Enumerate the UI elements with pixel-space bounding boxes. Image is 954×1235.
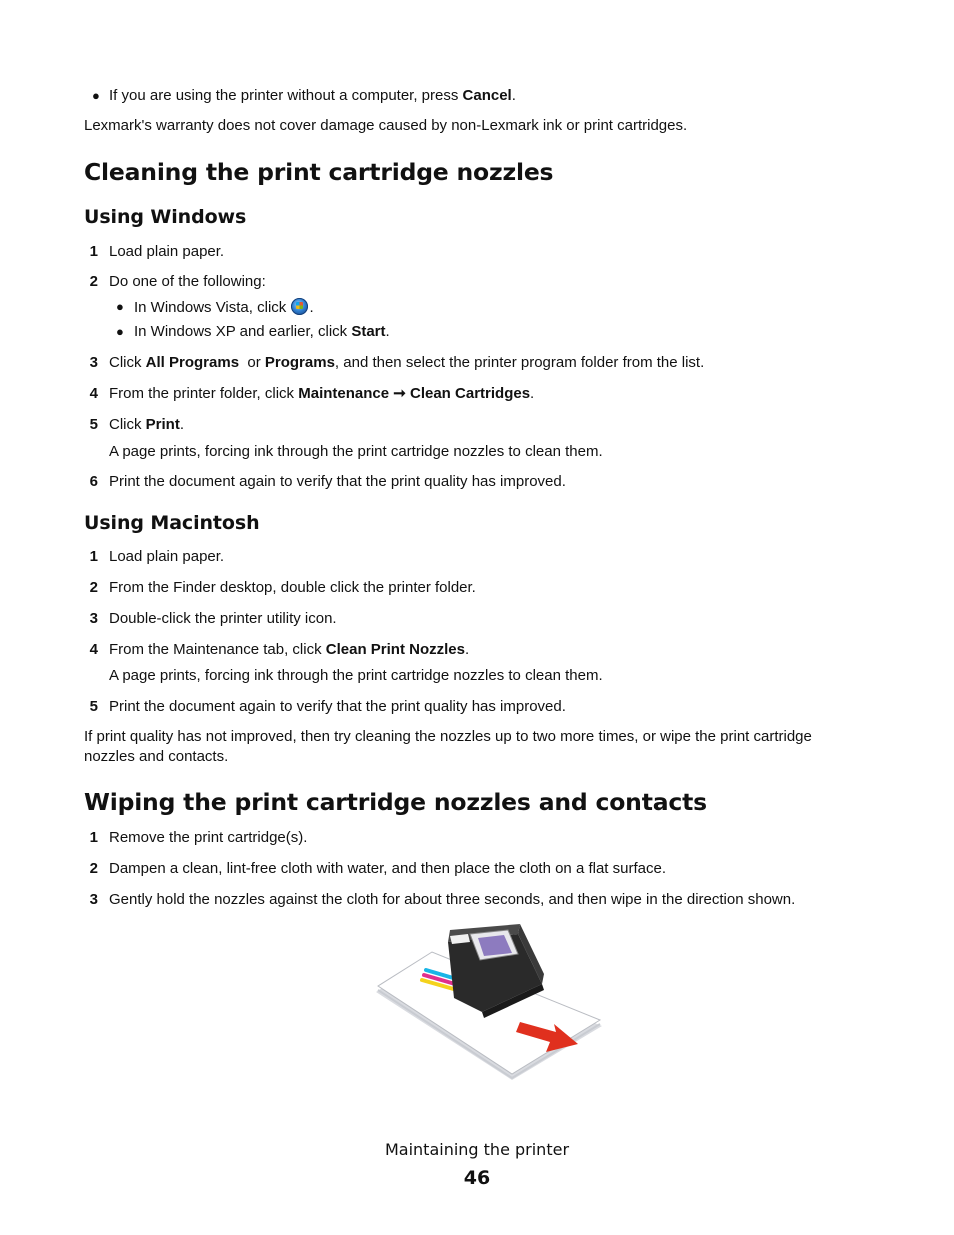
step-number: 3: [89, 891, 98, 908]
bullet-dot: ●: [92, 88, 100, 103]
step-number: 1: [89, 829, 98, 846]
step-number: 6: [89, 473, 98, 490]
step-number: 1: [89, 548, 98, 565]
step-number: 3: [89, 610, 98, 627]
subsection-title-mac: Using Macintosh: [84, 512, 260, 534]
bullet-dot: ●: [116, 324, 124, 339]
footer-section-name: Maintaining the printer: [384, 1140, 570, 1159]
win-step-4: From the printer folder, click Maintenance ➞ Clean Cartridges.: [109, 385, 535, 402]
win-step-2-vista: In Windows Vista, click .: [134, 299, 314, 316]
win-step-2: Do one of the following:: [109, 273, 266, 290]
subsection-title-windows: Using Windows: [84, 206, 247, 228]
step-number: 2: [89, 273, 98, 290]
windows-start-orb-icon: [291, 298, 308, 315]
step-number: 5: [89, 416, 98, 433]
arrow-right-icon: ➞: [389, 385, 410, 402]
section-title-cleaning: Cleaning the print cartridge nozzles: [84, 158, 554, 186]
step-number: 4: [89, 641, 98, 658]
wipe-step-2: Dampen a clean, lint-free cloth with water, and then place the cloth on a flat surface.: [109, 860, 666, 877]
win-step-3: Click All Programs or Programs, and then select the printer program folder from the list.: [109, 354, 705, 371]
bullet-dot: ●: [116, 299, 124, 314]
mac-step-4-note: A page prints, forcing ink through the print cartridge nozzles to clean them.: [109, 667, 603, 684]
closing-paragraph-line-2: nozzles and contacts.: [84, 748, 229, 765]
warranty-note: Lexmark's warranty does not cover damage caused by non-Lexmark ink or print cartridges.: [84, 117, 688, 134]
page-number: 46: [463, 1167, 491, 1189]
wipe-cartridge-illustration: [370, 920, 610, 1090]
mac-step-5: Print the document again to verify that the print quality has improved.: [109, 698, 566, 715]
mac-step-3: Double-click the printer utility icon.: [109, 610, 337, 627]
wipe-step-3: Gently hold the nozzles against the cloth for about three seconds, and then wipe in the direction shown.: [109, 891, 796, 908]
step-number: 4: [89, 385, 98, 402]
mac-step-4: From the Maintenance tab, click Clean Print Nozzles.: [109, 641, 470, 658]
mac-step-1: Load plain paper.: [109, 548, 225, 565]
win-step-2-xp: In Windows XP and earlier, click Start.: [134, 323, 390, 340]
win-step-6: Print the document again to verify that the print quality has improved.: [109, 473, 566, 490]
step-number: 2: [89, 860, 98, 877]
win-step-1: Load plain paper.: [109, 243, 225, 260]
mac-step-2: From the Finder desktop, double click the printer folder.: [109, 579, 476, 596]
intro-bullet: If you are using the printer without a computer, press Cancel.: [109, 87, 516, 104]
win-step-5-note: A page prints, forcing ink through the print cartridge nozzles to clean them.: [109, 443, 603, 460]
step-number: 2: [89, 579, 98, 596]
step-number: 3: [89, 354, 98, 371]
closing-paragraph-line-1: If print quality has not improved, then try cleaning the nozzles up to two more times, or wipe the print cartridge: [84, 728, 812, 745]
wipe-step-1: Remove the print cartridge(s).: [109, 829, 308, 846]
section-title-wiping: Wiping the print cartridge nozzles and contacts: [84, 788, 707, 816]
step-number: 5: [89, 698, 98, 715]
step-number: 1: [89, 243, 98, 260]
win-step-5: Click Print.: [109, 416, 185, 433]
